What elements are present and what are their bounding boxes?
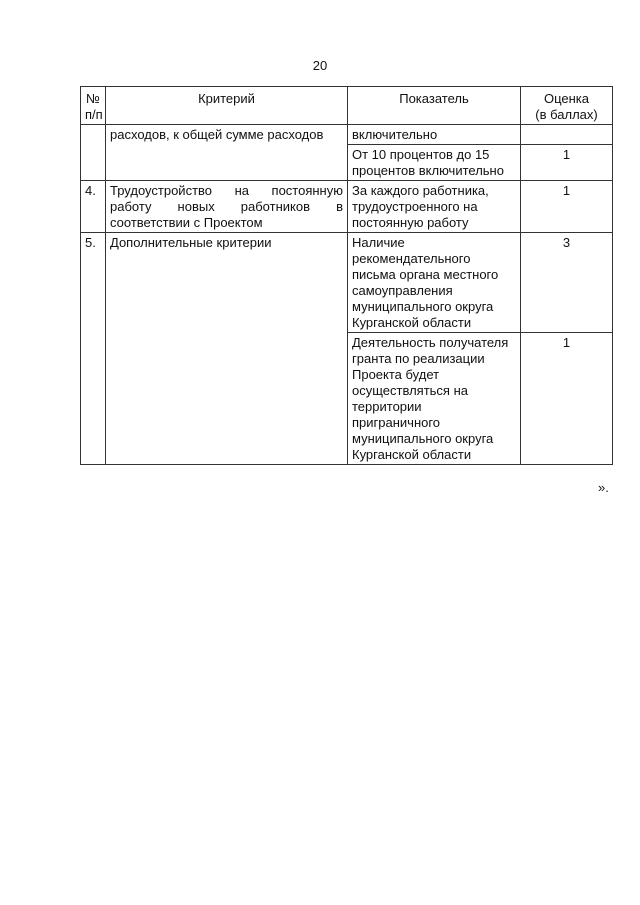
row-number — [81, 125, 106, 181]
indicator-line: трудоустроенного на — [352, 199, 478, 214]
indicator-line: муниципального округа — [352, 299, 494, 314]
indicator-line: письма органа местного — [352, 267, 499, 282]
criterion-cell: Трудоустройство на постоянную работу новых работников в соответствии с Проектом — [106, 181, 348, 233]
indicator-line: самоуправления — [352, 283, 453, 298]
indicator-line: включительно — [352, 127, 438, 142]
score-cell: 1 — [521, 181, 613, 233]
page-number: 20 — [312, 58, 328, 73]
header-num — [81, 87, 106, 125]
indicator-cell — [348, 125, 521, 145]
indicator-line: процентов включительно — [352, 163, 504, 178]
header-num-line2: п/п — [85, 107, 103, 122]
header-score-line2: (в баллах) — [535, 107, 598, 122]
indicator-cell — [348, 145, 521, 181]
score-cell: 1 — [521, 333, 613, 465]
row-number: 4. — [81, 181, 106, 233]
header-num-line1: № — [86, 91, 100, 106]
table-header-row — [81, 87, 613, 125]
indicator-line: Деятельность получателя — [352, 335, 509, 350]
criterion-line: Дополнительные критерии — [110, 235, 272, 250]
header-score — [521, 87, 613, 125]
indicator-cell — [348, 233, 521, 333]
indicator-line: Курганской области — [352, 315, 472, 330]
header-indicator: Показатель — [348, 87, 521, 125]
indicator-line: осуществляться на — [352, 383, 468, 398]
criterion-cell — [106, 125, 348, 181]
indicator-line: муниципального округа — [352, 431, 494, 446]
indicator-line: территории — [352, 399, 422, 414]
indicator-line: От 10 процентов до 15 — [352, 147, 490, 162]
indicator-line: гранта по реализации — [352, 351, 485, 366]
indicator-line: рекомендательного — [352, 251, 471, 266]
indicator-cell — [348, 333, 521, 465]
table-row — [81, 181, 613, 233]
criterion-cell — [106, 233, 348, 465]
header-criterion: Критерий — [106, 87, 348, 125]
table-row — [81, 125, 613, 145]
criterion-line: расходов, к общей сумме расходов — [110, 127, 324, 142]
indicator-line: Проекта будет — [352, 367, 440, 382]
score-cell: 1 — [521, 145, 613, 181]
score-cell: 3 — [521, 233, 613, 333]
indicator-line: постоянную работу — [352, 215, 469, 230]
indicator-line: За каждого работника, — [352, 183, 489, 198]
indicator-line: Наличие — [352, 235, 405, 250]
indicator-line: Курганской области — [352, 447, 472, 462]
criteria-table — [80, 86, 613, 465]
indicator-cell — [348, 181, 521, 233]
indicator-line: приграничного — [352, 415, 441, 430]
table-row — [81, 233, 613, 333]
score-cell — [521, 125, 613, 145]
row-number: 5. — [81, 233, 106, 465]
closing-quote: ». — [598, 480, 609, 495]
header-score-line1: Оценка — [543, 91, 590, 106]
